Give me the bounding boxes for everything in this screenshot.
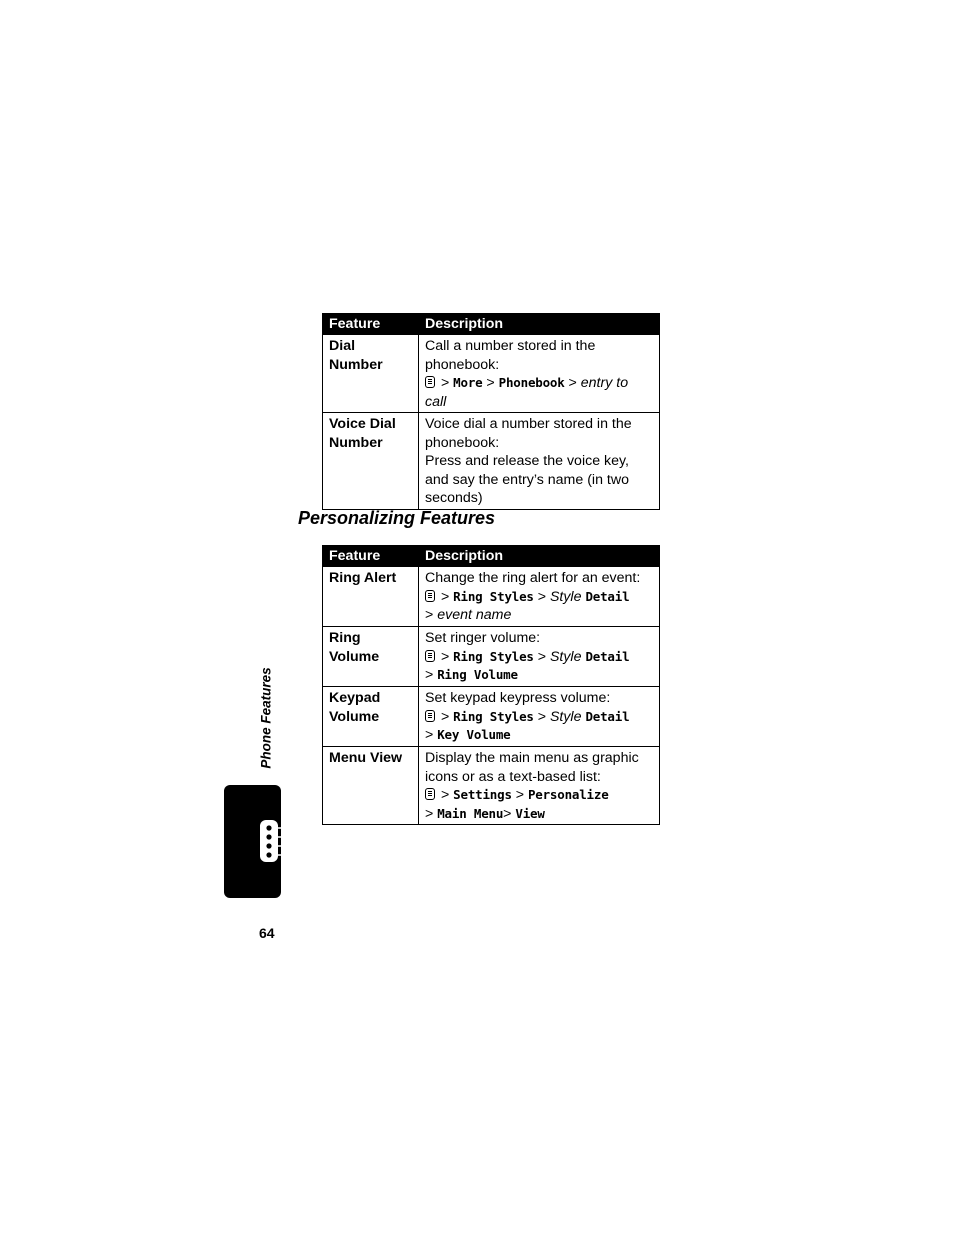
path-separator: > xyxy=(533,708,550,725)
feature-name: Keypad Volume xyxy=(323,687,419,747)
menu-path xyxy=(425,786,653,823)
feature-description xyxy=(419,747,660,825)
path-separator: > xyxy=(425,727,438,743)
table-row xyxy=(323,335,660,413)
description-text-2: Press and release the voice key, and say the entry’s name (in two seconds) xyxy=(425,453,629,506)
path-separator: > xyxy=(437,588,454,605)
description-column-header: Description xyxy=(419,546,660,567)
description-text: Call a number stored in the phonebook: xyxy=(425,338,596,373)
description-text: Display the main menu as graphic icons or as a text-based list: xyxy=(425,750,639,785)
menu-key-icon xyxy=(425,590,435,602)
feature-name: Voice Dial Number xyxy=(323,413,419,510)
description-text: Change the ring alert for an event: xyxy=(425,570,641,586)
path-separator: > xyxy=(533,588,550,605)
description-text: Set keypad keypress volume: xyxy=(425,690,611,706)
path-separator: > xyxy=(425,667,438,683)
menu-key-icon xyxy=(425,788,435,800)
path-separator: > xyxy=(437,787,454,803)
path-separator: > xyxy=(503,805,516,822)
path-separator: > xyxy=(437,708,454,725)
path-separator: > xyxy=(425,805,438,822)
table-header-row xyxy=(323,546,660,567)
menu-item-name: Detail xyxy=(585,588,630,604)
menu-key-icon xyxy=(425,710,435,722)
feature-description xyxy=(419,567,660,627)
menu-placeholder-text: Style xyxy=(549,708,582,725)
chapter-side-label: Phone Features xyxy=(258,667,274,769)
feature-description xyxy=(419,413,660,510)
menu-item-name: Main Menu xyxy=(437,805,504,821)
description-text: Set ringer volume: xyxy=(425,630,541,646)
feature-description xyxy=(419,627,660,687)
table-row xyxy=(323,627,660,687)
menu-item-name: View xyxy=(515,805,545,821)
path-separator: > xyxy=(437,375,454,391)
path-separator: > xyxy=(437,648,454,665)
menu-placeholder-text: event name xyxy=(437,607,512,623)
path-separator: > xyxy=(482,375,499,391)
path-separator: > xyxy=(511,787,528,803)
menu-path xyxy=(425,588,653,625)
table-header-row xyxy=(323,314,660,335)
path-separator: > xyxy=(533,648,550,665)
menu-path xyxy=(425,648,653,685)
menu-item-name: More xyxy=(453,375,483,390)
feature-name: Ring Volume xyxy=(323,627,419,687)
phonebook-features-table xyxy=(322,313,660,510)
description-column-header: Description xyxy=(419,314,660,335)
menu-item-name: Settings xyxy=(453,787,512,802)
menu-key-icon xyxy=(425,376,435,388)
menu-path xyxy=(425,374,653,411)
table-row xyxy=(323,413,660,510)
table-row xyxy=(323,687,660,747)
page-number: 64 xyxy=(259,925,275,941)
menu-item-name: Ring Styles xyxy=(453,588,534,604)
menu-item-name: Detail xyxy=(585,648,630,664)
menu-placeholder-text: Style xyxy=(549,588,582,605)
menu-item-name: Ring Volume xyxy=(437,667,518,682)
path-separator: > xyxy=(564,375,581,391)
menu-key-icon xyxy=(425,650,435,662)
section-heading: Personalizing Features xyxy=(298,508,496,528)
feature-name: Dial Number xyxy=(323,335,419,413)
menu-path xyxy=(425,708,653,745)
feature-description xyxy=(419,687,660,747)
menu-item-name: Ring Styles xyxy=(453,648,534,664)
description-text: Voice dial a number stored in the phonebook: xyxy=(425,416,632,451)
menu-placeholder-text: entry to call xyxy=(425,375,629,410)
menu-item-name: Personalize xyxy=(527,787,609,802)
menu-item-name: Phonebook xyxy=(498,375,565,390)
personalizing-features-table xyxy=(322,545,660,825)
menu-item-name: Ring Styles xyxy=(453,708,534,724)
phone-features-tab-icon xyxy=(258,818,302,864)
menu-item-name: Detail xyxy=(585,708,630,724)
table-row xyxy=(323,567,660,627)
feature-name: Ring Alert xyxy=(323,567,419,627)
feature-column-header: Feature xyxy=(323,546,419,567)
feature-column-header: Feature xyxy=(323,314,419,335)
path-separator: > xyxy=(425,607,438,623)
menu-placeholder-text: Style xyxy=(549,648,582,665)
feature-name: Menu View xyxy=(323,747,419,825)
feature-description xyxy=(419,335,660,413)
menu-item-name: Key Volume xyxy=(437,727,511,742)
table-row xyxy=(323,747,660,825)
